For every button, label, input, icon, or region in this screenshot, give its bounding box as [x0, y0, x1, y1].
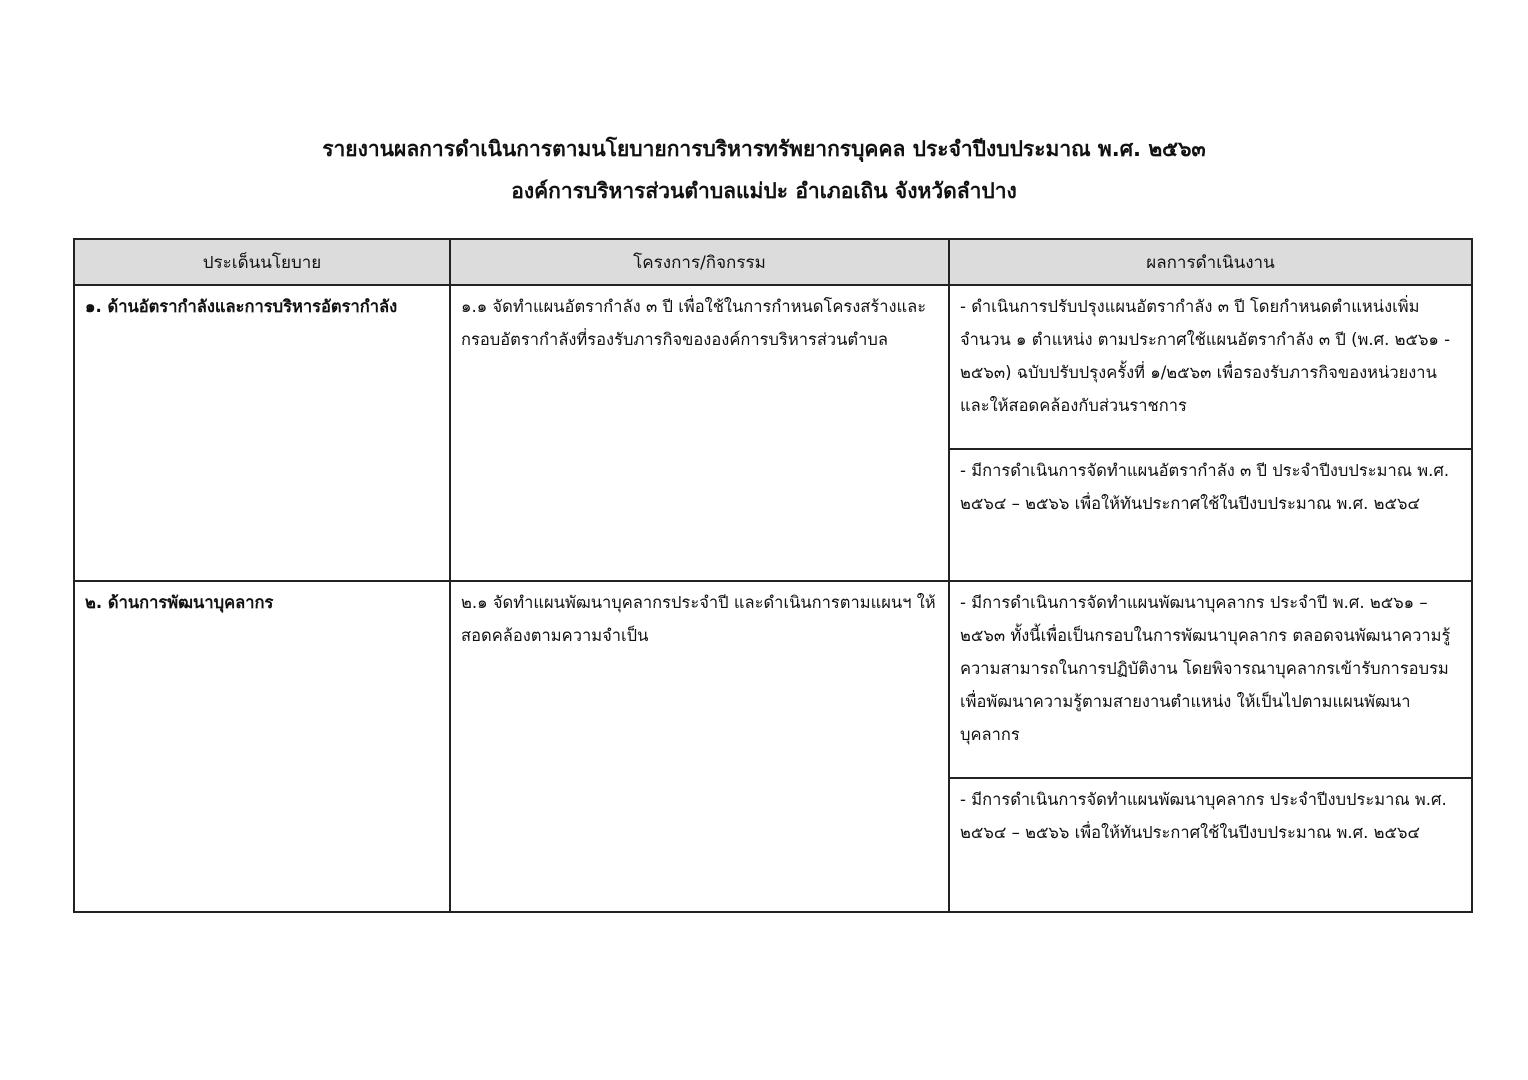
policy-issue-cell: ๒. ด้านการพัฒนาบุคลากร [74, 581, 450, 912]
table-row [74, 285, 1472, 581]
policy-issue-cell: ๑. ด้านอัตรากำลังและการบริหารอัตรากำลัง [74, 285, 450, 581]
header-results: ผลการดำเนินงาน [949, 239, 1472, 285]
table-row [74, 581, 1472, 912]
result-item: - ดำเนินการปรับปรุงแผนอัตรากำลัง ๓ ปี โดยกำหนดตำแหน่งเพิ่ม จำนวน ๑ ตำแหน่ง ตามประกาศใช้แผนอัตรากำลัง ๓ ปี (พ.ศ. ๒๕๖๑ - ๒๕๖๓) ฉบับปรับปรุงครั้งที่ ๑/๒๕๖๓ เพื่อรองรับภารกิจของหน่วยงาน และให้สอดคล้องกับส่วนราชการ [950, 286, 1471, 450]
document-title-block [0, 128, 1528, 212]
header-project-activity: โครงการ/กิจกรรม [450, 239, 949, 285]
result-item: - มีการดำเนินการจัดทำแผนพัฒนาบุคลากร ประจำปีงบประมาณ พ.ศ. ๒๕๖๔ – ๒๕๖๖ เพื่อให้ทันประกาศใช้ในปีงบประมาณ พ.ศ. ๒๕๖๔ [960, 790, 1447, 842]
result-item: - มีการดำเนินการจัดทำแผนอัตรากำลัง ๓ ปี ประจำปีงบประมาณ พ.ศ. ๒๕๖๔ – ๒๕๖๖ เพื่อให้ทันประกาศใช้ในปีงบประมาณ พ.ศ. ๒๕๖๔ [960, 461, 1450, 513]
document-subtitle: องค์การบริหารส่วนตำบลแม่ปะ อำเภอเถิน จังหวัดลำปาง [511, 179, 1017, 203]
project-cell: ๑.๑ จัดทำแผนอัตรากำลัง ๓ ปี เพื่อใช้ในการกำหนดโครงสร้างและกรอบอัตรากำลังที่รองรับภารกิจขององค์การบริหารส่วนตำบล [450, 285, 949, 581]
header-policy-issue: ประเด็นนโยบาย [74, 239, 450, 285]
document-title: รายงานผลการดำเนินการตามนโยบายการบริหารทรัพยากรบุคคล ประจำปีงบประมาณ พ.ศ. ๒๕๖๓ [322, 137, 1206, 161]
results-cell [949, 581, 1472, 912]
project-cell: ๒.๑ จัดทำแผนพัฒนาบุคลากรประจำปี และดำเนินการตามแผนฯ ให้สอดคล้องตามความจำเป็น [450, 581, 949, 912]
result-item: - มีการดำเนินการจัดทำแผนพัฒนาบุคลากร ประจำปี พ.ศ. ๒๕๖๑ – ๒๕๖๓ ทั้งนี้เพื่อเป็นกรอบในการพัฒนาบุคลากร ตลอดจนพัฒนาความรู้ความสามารถในการปฏิบัติงาน โดยพิจารณาบุคลากรเข้ารับการอบรม เพื่อพัฒนาความรู้ตามสายงานตำแหน่ง ให้เป็นไปตามแผนพัฒนาบุคลากร [950, 582, 1471, 779]
policy-report-table [73, 238, 1473, 913]
table-header-row [74, 239, 1472, 285]
results-cell [949, 285, 1472, 581]
